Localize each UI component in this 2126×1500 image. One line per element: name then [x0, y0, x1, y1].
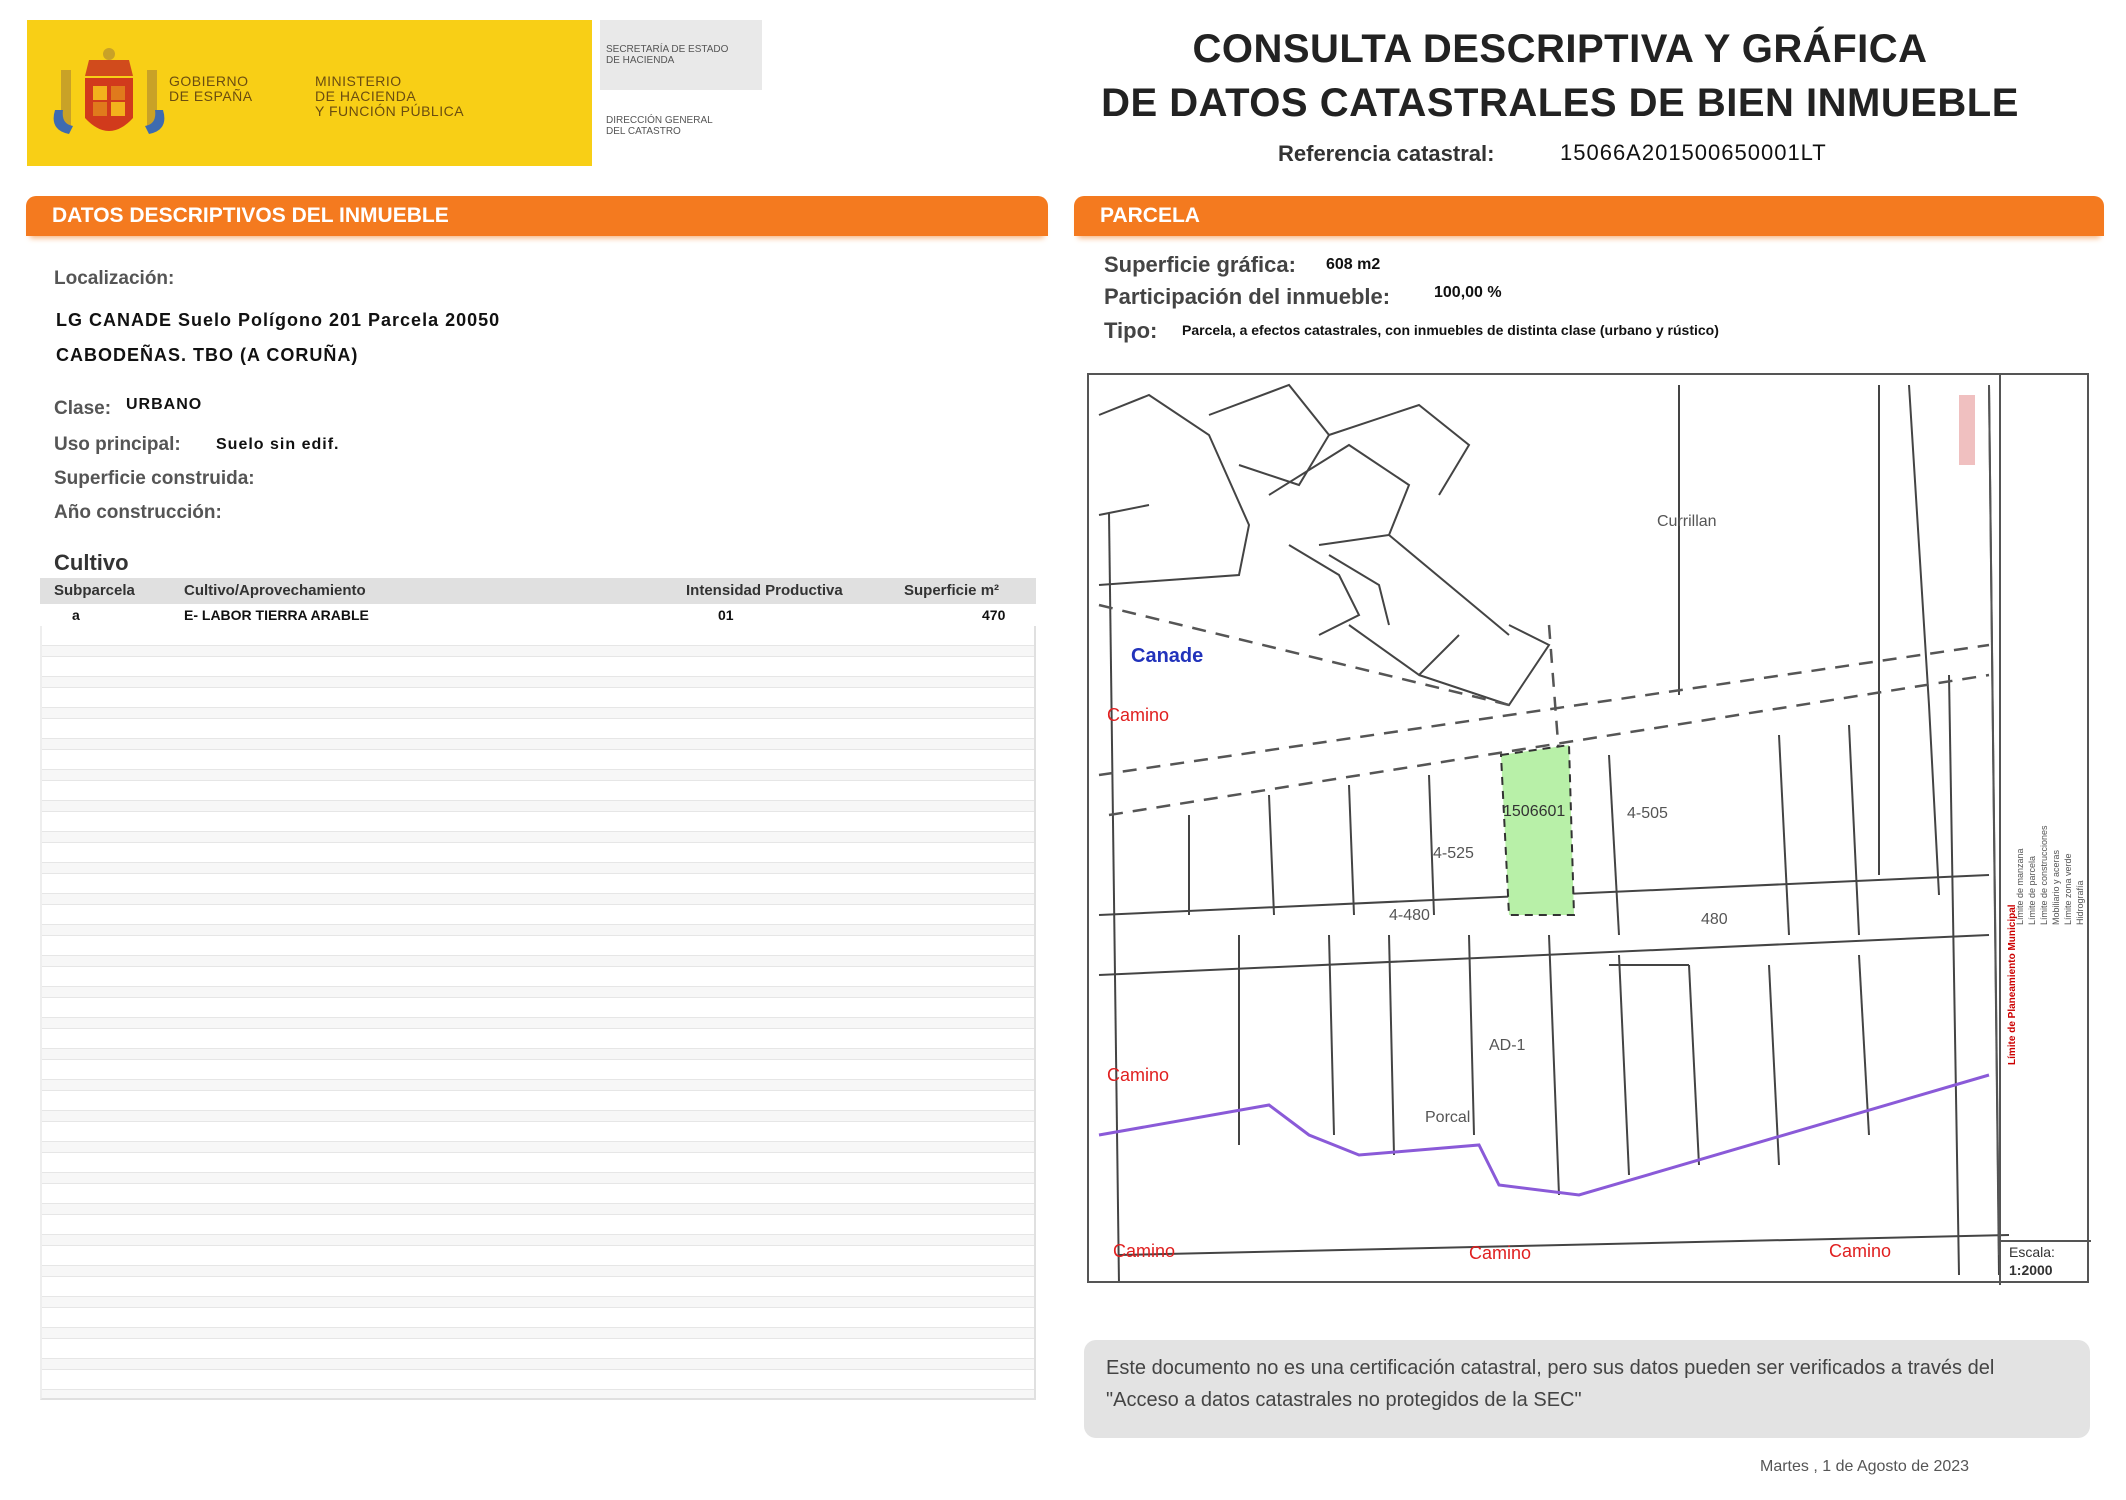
map-label-gray-2: 4-505 — [1627, 805, 1668, 822]
secretaria-line-2: DE HACIENDA — [606, 55, 675, 66]
document-date: Martes , 1 de Agosto de 2023 — [1760, 1458, 1970, 1475]
section-title-descriptive: DATOS DESCRIPTIVOS DEL INMUEBLE — [26, 196, 1048, 236]
cadastral-map[interactable] — [1087, 373, 2089, 1283]
map-label-red-3: Camino — [1113, 1241, 1176, 1261]
gov-line-2: DE ESPAÑA — [169, 88, 253, 104]
map-drawing — [1089, 375, 2089, 1283]
direccion-line-1: DIRECCIÓN GENERAL — [606, 115, 713, 126]
legend-red-text: Límite de Planeamiento Municipal — [2007, 904, 2018, 1065]
localizacion-label: Localización: — [54, 268, 175, 289]
ministry-line-1: MINISTERIO — [315, 73, 402, 89]
scale-value: 1:2000 — [2009, 1262, 2053, 1278]
map-label-red-5: Camino — [1829, 1241, 1892, 1261]
header-intensidad: Intensidad Productiva — [686, 582, 843, 599]
cultivo-title: Cultivo — [54, 550, 129, 575]
map-label-gray-6: AD-1 — [1489, 1037, 1526, 1054]
superficie-grafica-label: Superficie gráfica: — [1104, 252, 1296, 277]
legend-line-2: Límite de parcela — [2027, 855, 2037, 925]
secretaria-line-1: SECRETARÍA DE ESTADO — [606, 44, 729, 55]
map-label-parcel-ref: 1506601 — [1503, 803, 1566, 820]
cell-subparcela: a — [72, 607, 80, 623]
legend-lines — [2015, 405, 2085, 965]
map-label-gray-4: 4-480 — [1389, 907, 1430, 924]
clase-value: URBANO — [126, 396, 203, 413]
map-label-gray-1: Currillan — [1657, 513, 1717, 530]
ministry-line-3: Y FUNCIÓN PÚBLICA — [315, 103, 465, 119]
header-subparcela: Subparcela — [54, 582, 135, 599]
cell-cultivo: E- LABOR TIERRA ARABLE — [184, 607, 369, 623]
legend-line-1: Límite de manzana — [2015, 848, 2025, 925]
legend-line-4: Mobiliario y aceras — [2051, 849, 2061, 925]
header-cultivo: Cultivo/Aprovechamiento — [184, 582, 366, 599]
map-label-gray-5: 480 — [1701, 911, 1728, 928]
localizacion-line-2: CABODEÑAS. TBO (A CORUÑA) — [56, 345, 359, 365]
map-label-gray-3: 4-525 — [1433, 845, 1474, 862]
map-label-red-1: Camino — [1107, 705, 1170, 725]
cell-superficie: 470 — [982, 607, 1006, 623]
map-label-gray-7: Porcal — [1425, 1109, 1471, 1126]
anio-construccion-label: Año construcción: — [54, 502, 222, 523]
uso-label: Uso principal: — [54, 434, 181, 455]
table-empty-rows — [40, 626, 1036, 1400]
direccion-line-2: DEL CATASTRO — [606, 126, 681, 137]
map-label-red-4: Camino — [1469, 1243, 1532, 1263]
participacion-label: Participación del inmueble: — [1104, 284, 1391, 309]
legend-line-3: Límite de construcciones — [2039, 825, 2049, 925]
participacion-value: 100,00 % — [1434, 284, 1502, 301]
title-line-1: CONSULTA DESCRIPTIVA Y GRÁFICA — [1192, 27, 1928, 71]
map-label-red-2: Camino — [1107, 1065, 1170, 1085]
cultivo-table-header — [40, 578, 1036, 604]
coat-of-arms-icon — [49, 40, 169, 152]
legend-line-5: Límite zona verde — [2063, 853, 2073, 925]
header-superficie: Superficie m² — [904, 582, 1000, 599]
section-title-parcela: PARCELA — [1074, 196, 2104, 236]
ministry-text — [315, 74, 464, 119]
table-row — [40, 604, 1036, 626]
superficie-construida-label: Superficie construida: — [54, 468, 255, 489]
tipo-label: Tipo: — [1104, 318, 1158, 343]
map-label-place: Canade — [1131, 645, 1204, 667]
clase-label: Clase: — [54, 398, 112, 419]
localizacion-line-1: LG CANADE Suelo Polígono 201 Parcela 20050 — [56, 310, 501, 330]
ministry-line-2: DE HACIENDA — [315, 88, 417, 104]
government-text — [169, 74, 253, 104]
legend-line-6: Hidrografía — [2075, 880, 2085, 925]
document-title — [1100, 22, 2020, 130]
uso-value: Suelo sin edif. — [216, 436, 340, 453]
title-line-2: DE DATOS CATASTRALES DE BIEN INMUEBLE — [1101, 81, 2019, 125]
ref-catastral-value: 15066A201500650001LT — [1560, 140, 1827, 165]
tipo-value: Parcela, a efectos catastrales, con inmuebles de distinta clase (urbano y rústico) — [1182, 322, 1719, 338]
map-legend — [1999, 375, 2089, 1243]
map-north-marker — [1959, 395, 1975, 465]
cultivo-table — [40, 578, 1036, 1400]
direccion-text — [606, 115, 713, 137]
ref-catastral-label: Referencia catastral: — [1278, 141, 1495, 166]
scale-label: Escala: — [2009, 1244, 2055, 1260]
secretaria-text — [606, 44, 756, 66]
government-logo-block — [27, 20, 592, 166]
superficie-grafica-value: 608 m2 — [1326, 256, 1381, 273]
map-scale — [1999, 1240, 2091, 1285]
gov-line-1: GOBIERNO — [169, 73, 249, 89]
disclaimer-notice: Este documento no es una certificación catastral, pero sus datos pueden ser verificados a través del "Acceso a datos catastrales no protegidos de la SEC" — [1084, 1340, 2090, 1438]
cell-intensidad: 01 — [718, 607, 734, 623]
